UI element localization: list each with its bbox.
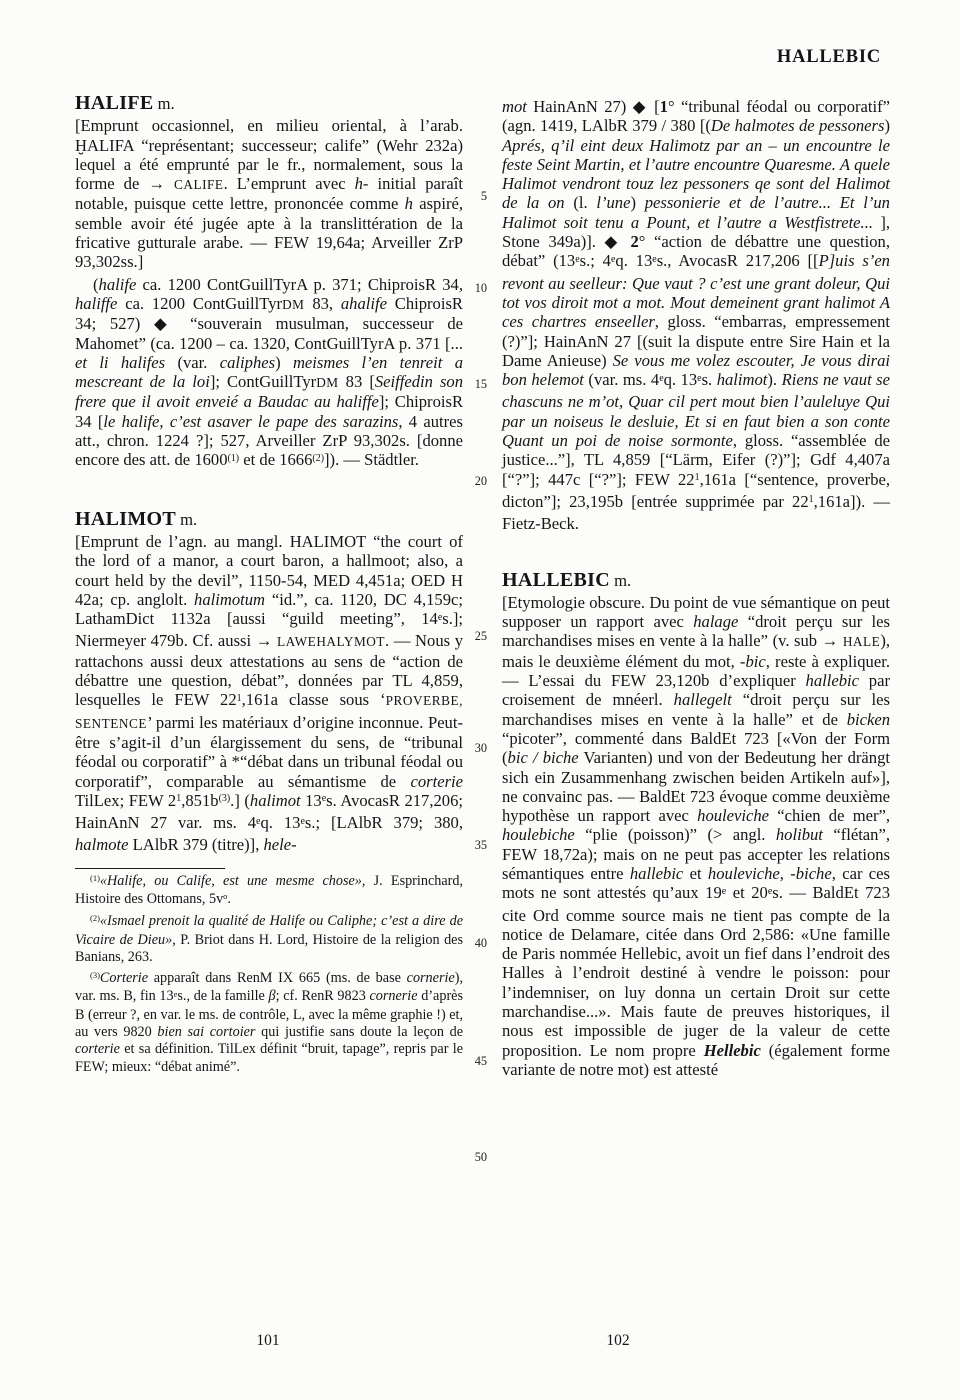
gutter-line-number: 10 bbox=[474, 281, 487, 295]
gutter-line-number: 25 bbox=[474, 629, 487, 643]
footnote-1: $^{(1)}$«Halife, ou Calife, est une mesme chose», J. Esprinchard, Histoire des Ottomans, $5v^o$. bbox=[75, 872, 463, 907]
halimot-continuation-paragraph: mot HainAnN 27) ◆ [1° “tribunal féodal ou corporatif” (agn. 1419, LAlbR 379 / 380 [(De halmotes de pessoners) Aprés, q’il eint deux Halimotz par an – un encountre le feste Seint Martin, et l’autre encountre Quaresme. A quele Halimot vendront touz lez pessoners qe sont del Halimot de la on (l. l’une) pessonierie et de l’autre... Et l’un Halimot soit tenu a Pount, et l’autre a Westfistrete... ], Stone 349a)]. ◆ 2° “action de débattre une question, débat” (13es.; 4eq. 13es., AvocasR 217,206 [[P]uis s’en revont au seelleur: Que vaut ? c’est une grant doleur, Qui tot vos diroit mot a mot. Mout demeinent grant halimot A ces chartres enseeller, gloss. “embarras, empressement (?)”]; HainAnN 27 [(suit la dispute entre Sire Hain et la Dame Anieuse) Se vous me volez escouter, Je vous dirai bon helemot (var. ms. 4eq. 13es. halimot). Riens ne vaut se chascuns ne m’ot, Quar cil pert mout bien l’auleluye Qui par un noiseus le desluie, Et si en faut bien a son conte Quant un poi de noise sormonte, gloss. “assemblée de justice...”], TL 4,859 [“Lärm, Eifer (?)”]; Gdf 4,407a [“?”]; 447c [“?”]; FEW $22^1,161a$ [“sentence, proverbe, dicton”]; 23,195b [entrée supprimée par $22^1,161a$]). — Fietz-Beck. bbox=[502, 97, 891, 534]
left-column bbox=[75, 0, 463, 1076]
footnote-3: $^{(3)}$Corterie apparaît dans RenM IX 665 (ms. de base cornerie), var. ms. B, fin 13es., de la famille β; cf. RenR 9823 cornerie d’après B (erreur ?, en var. le ms. de contrôle, L, avec la même graphie !) et, au vers 9820 bien sai cortoier qui justifie sans doute la leçon de corterie et sa définition. TilLex définit “bruit, tapage”, repris par le FEW; mieux: “débat animé”. bbox=[75, 970, 464, 1075]
footnote-separator-rule bbox=[75, 868, 225, 869]
halimot-body-paragraph: [Emprunt de l’agn. au mangl. HALIMOT “the court of the lord of a manor, a court baron, a hallmoot; also, a court held by the devil”, 1150-54, MED 4,451a; OED H 42a; cp. anglolt. halimotum “id.”, ca. 1120, DC 4,159c; LathamDict 1132a [aussi “guild meeting”, 14es.]; Niermeyer 479b. Cf. aussi → LAWEHALYMOT. — Nous y rattachons aussi deux attestations au sens de “action de débattre une question, débat”, données par TL 4,859, lesquelles le FEW $22^1,161a$ classe sous ‘PROVERBE, SENTENCE’ parmi les matériaux d’origine inconnue. Peut-être s’agit-il d’un élargissement du sens, de “tribunal féodal ou corporatif” à *“débat dans un tribunal féodal ou corporatif”, comparable au sémantisme de corterie TilLex; FEW $2^1,851b^{(3)}$.] (halimot 13es. AvocasR 217,206; HainAnN 27 var. ms. 4eq. 13es.; [LAlbR 379; 380, halmote LAlbR 379 (titre)], hele- bbox=[75, 531, 464, 855]
gutter-line-number: 5 bbox=[480, 189, 487, 203]
gutter-line-number: 20 bbox=[474, 474, 487, 488]
footnote-2: $^{(2)}$«Ismael prenoit la qualité de Halife ou Caliphe; c’est a dire de Vicaire de Dieu», P. Briot dans H. Lord, Histoire de la religion des Banians, 263. bbox=[75, 913, 463, 965]
entry-heading-hallebic: HALLEBIC m. bbox=[502, 568, 632, 591]
gutter-line-number: 50 bbox=[474, 1150, 487, 1164]
page-number-right: 102 bbox=[606, 1332, 630, 1349]
hallebic-body-paragraph: [Etymologie obscure. Du point de vue sémantique on peut supposer un rapport avec halage “droit perçu sur les marchandises mises en vente à la halle” (v. sub → HALE), mais le deuxième élément du mot, -bic, reste à expliquer. — L’essai du FEW 23,120b d’expliquer hallebic par croisement de mnéerl. hallegelt “droit perçu sur les marchandises mises en vente à la halle” et de bicken “picoter”, commenté dans BaldEt 723 [«Von der Form (bic / biche Varianten) und von der Bedeutung her drängt sich ein Zusammenhang zwischen beiden Artikeln auf»], ne convainc pas. — BaldEt 723 évoque comme deuxième hypothèse un rapport avec houleviche “chien de mer”, houlebiche “plie (poisson)” (> angl. holibut “flétan”, FEW 18,72a); mais on ne peut pas accepter les relations sémantiques entre hallebic et houleviche, -biche, car ces mots ne sont attestés qu’aux 19e et 20es. — BaldEt 723 cite Ord comme source mais ne tient pas compte de la notice de Delamare, citée dans Ord 2,586: «Une famille de Paris nommée Hellebic, avoit un fief dans l’endroit des Halles à l’endroit destiné à vendre le poisson: pour l’indemniser, on luy donna un certain Droit sur cette marchandise...». Mais faute de preuves historiques, il nous est impossible de juger de la valeur de cette proposition. Le nom propre Hellebic (également forme variante de notre mot) est attesté bbox=[502, 592, 891, 1079]
right-column bbox=[502, 0, 890, 1079]
entry-heading-halife: HALIFE m. bbox=[75, 92, 175, 114]
gutter-line-number: 40 bbox=[474, 936, 487, 950]
entry-heading-halimot: HALIMOT m. bbox=[75, 507, 198, 530]
halife-attestations-paragraph: (halife ca. 1200 ContGuillTyrA p. 371; ChiproisR 34, haliffe ca. 1200 ContGuillTyrDM 83, ahalife ChiproisR 34; 527) ◆ “souverain musulman, successeur de Mahomet” (ca. 1200 – ca. 1320, ContGuillTyrA p. 371 [... et li halifes (var. caliphes) meismes l’en tenreit a mescreant de la loi]; ContGuillTyrDM 83 [Seiffedin son frere que il avoit enveié a Baudac au haliffe]; ChiproisR 34 [le halife, c’est asaver le pape des sarazins, 4 autres att., chron. 1224 ?]; 527, Arveiller ZrP 93,302s. [donne encore des att. de 1600$^{(1)}$ et de 1666$^{(2)}$]). — Städtler. bbox=[75, 274, 464, 470]
halife-etymology-paragraph: [Emprunt occasionnel, en milieu oriental, à l’arab. ḪALIFA “représentant; successeur; calife” (Wehr 232a) lequel a été emprunté par le fr., normalement, sous la forme de → CALIFE. L’emprunt avec h- initial paraît notable, puisque cette lettre, prononcée comme h aspiré, semble avoir été jugée apte à la translittération de la fricative gutturale arabe. — FEW 19,64a; Arveiller ZrP 93,302ss.] bbox=[75, 116, 463, 272]
gutter-line-number: 35 bbox=[474, 838, 487, 852]
gutter-line-number: 30 bbox=[474, 741, 487, 755]
gutter-line-number: 15 bbox=[474, 377, 487, 391]
page-number-left: 101 bbox=[256, 1332, 280, 1349]
line-number-gutter bbox=[451, 0, 487, 1400]
gutter-line-number: 45 bbox=[474, 1054, 487, 1068]
running-head: HALLEBIC bbox=[776, 47, 881, 67]
